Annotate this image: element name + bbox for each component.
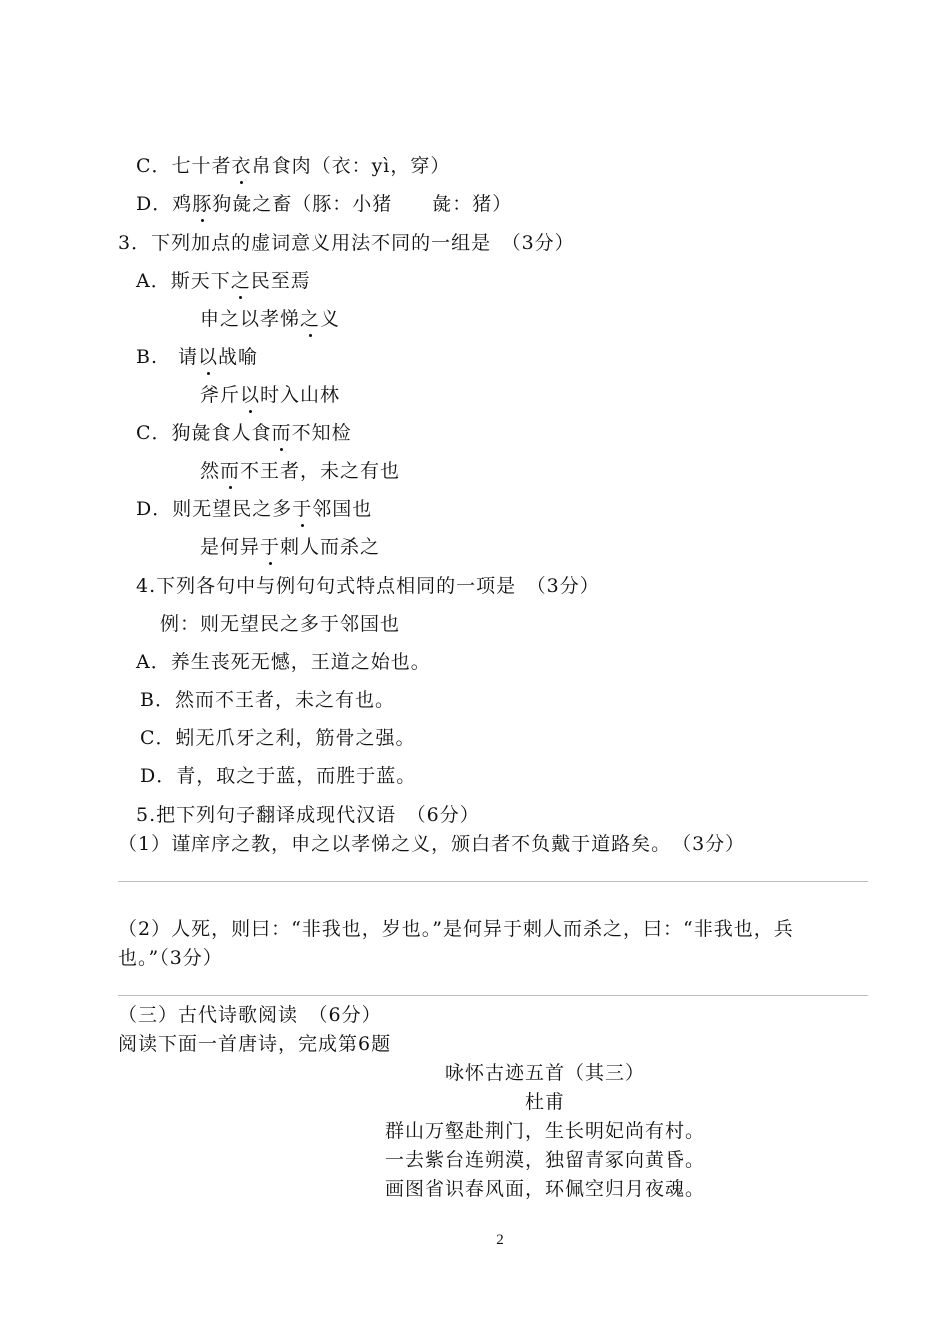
q3-option-a1: A．斯天下之民至焉 <box>136 270 311 292</box>
q3-stem: 3．下列加点的虚词意义用法不同的一组是 （3分） <box>118 232 575 254</box>
answer-line <box>118 995 868 996</box>
emphasis-dot-char: 豚 <box>192 193 213 215</box>
q2-option-d: D．鸡豚狗彘之畜（豚：小猪 彘：猪） <box>136 193 513 215</box>
q3-option-c2: 然而不王者，未之有也 <box>200 460 401 482</box>
q5-sentence-2-line-1: （2）人死，则曰：“非我也，岁也。”是何异于刺人而杀之，曰：“非我也，兵 <box>118 918 794 940</box>
poem-line: 一去紫台连朔漠，独留青冢向黄昏。 <box>384 1149 705 1171</box>
q3-option-a2: 申之以孝悌之义 <box>200 308 341 330</box>
emphasis-dot-char: 之 <box>300 308 321 330</box>
section-title: （三）古代诗歌阅读 （6分） <box>118 1004 382 1026</box>
q4-option-d: D．青，取之于蓝，而胜于蓝。 <box>140 765 417 787</box>
q3-option-b2: 斧斤以时入山林 <box>200 384 341 406</box>
q3-option-d2: 是何异于刺人而杀之 <box>200 536 381 558</box>
emphasis-dot-char: 之 <box>230 270 251 292</box>
emphasis-dot-char: 以 <box>198 346 219 368</box>
q3-option-d1: D．则无望民之多于邻国也 <box>136 498 373 520</box>
answer-line <box>118 881 868 882</box>
emphasis-dot-char: 于 <box>292 498 313 520</box>
emphasis-dot-char: 以 <box>240 384 261 406</box>
q4-example: 例：则无望民之多于邻国也 <box>160 613 401 635</box>
q4-option-b: B．然而不王者，未之有也。 <box>140 689 395 711</box>
q3-option-b1: B. 请以战喻 <box>136 346 259 368</box>
poem-author: 杜甫 <box>524 1091 565 1113</box>
emphasis-dot-char: 而 <box>220 460 241 482</box>
q4-stem: 4.下列各句中与例句句式特点相同的一项是 （3分） <box>136 575 600 597</box>
q3-option-c1: C．狗彘食人食而不知检 <box>136 422 352 444</box>
poem-line: 画图省识春风面，环佩空归月夜魂。 <box>384 1178 705 1200</box>
emphasis-dot-char: 于 <box>260 536 281 558</box>
q5-stem: 5.把下列句子翻译成现代汉语 （6分） <box>136 804 480 826</box>
emphasis-dot-char: 而 <box>271 422 292 444</box>
q2-option-c: C．七十者衣帛食肉（衣：yì，穿） <box>136 155 451 177</box>
q5-sentence-1: （1）谨庠序之教，申之以孝悌之义，颁白者不负戴于道路矣。 （3分） <box>118 833 746 855</box>
q5-sentence-2-line-2: 也。”（3分） <box>118 947 223 969</box>
q4-option-a: A．养生丧死无憾，王道之始也。 <box>136 651 431 673</box>
page-number: 2 <box>496 1232 504 1248</box>
poem-line: 群山万壑赴荆门，生长明妃尚有村。 <box>384 1120 705 1142</box>
section-instruction: 阅读下面一首唐诗，完成第6题 <box>118 1033 392 1055</box>
poem-title: 咏怀古迹五首（其三） <box>444 1062 645 1084</box>
emphasis-dot-char: 衣 <box>231 155 252 177</box>
q4-option-c: C．蚓无爪牙之利，筋骨之强。 <box>140 727 416 749</box>
